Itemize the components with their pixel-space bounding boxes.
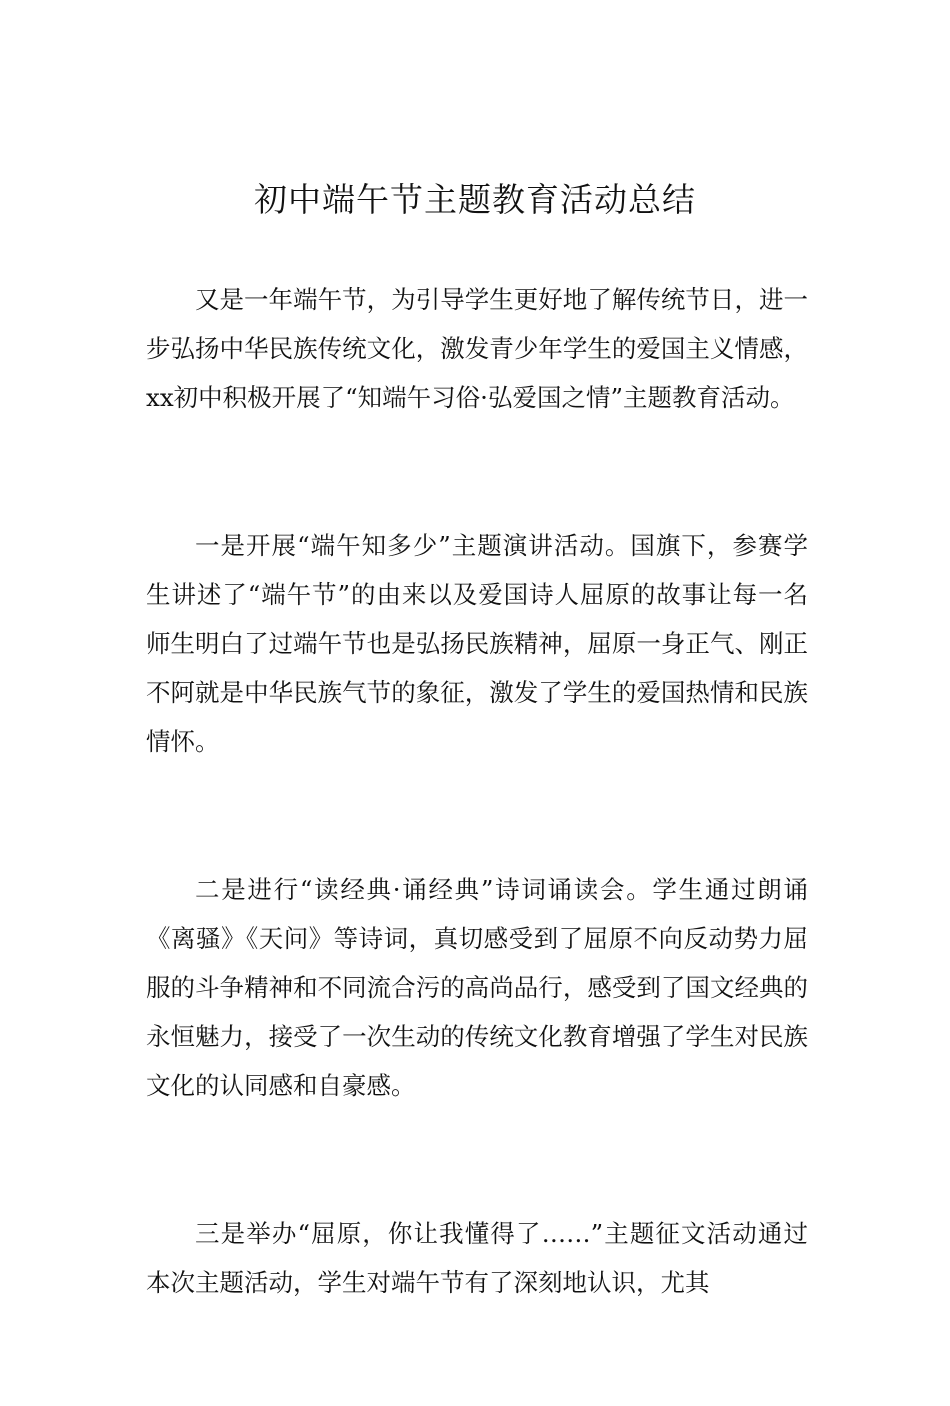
paragraph-poetry-reading: 二是进行“读经典·诵经典”诗词诵读会。学生通过朗诵《离骚》《天问》等诗词，真切感受到了屈原不向反动势力屈服的斗争精神和不同流合污的高尚品行，感受到了国文经典的永恒魅力，接受了一次生动的传统文化教育增强了学生对民族文化的认同感和自豪感。 bbox=[146, 875, 808, 1100]
paragraph-intro: 又是一年端午节，为引导学生更好地了解传统节日，进一步弘扬中华民族传统文化，激发青少年学生的爱国主义情感，xx初中积极开展了“知端午习俗·弘爱国之情”主题教育活动。 bbox=[146, 285, 808, 412]
document-body bbox=[146, 275, 808, 1406]
paragraph-speech-activity: 一是开展“端午知多少”主题演讲活动。国旗下，参赛学生讲述了“端午节”的由来以及爱国诗人屈原的故事让每一名师生明白了过端午节也是弘扬民族精神，屈原一身正气、刚正不阿就是中华民族气节的象征，激发了学生的爱国热情和民族情怀。 bbox=[146, 531, 808, 756]
document-title: 初中端午节主题教育活动总结 bbox=[254, 180, 696, 219]
paragraph-essay-activity: 三是举办“屈原，你让我懂得了……”主题征文活动通过本次主题活动，学生对端午节有了深刻地认识，尤其 bbox=[146, 1219, 808, 1297]
